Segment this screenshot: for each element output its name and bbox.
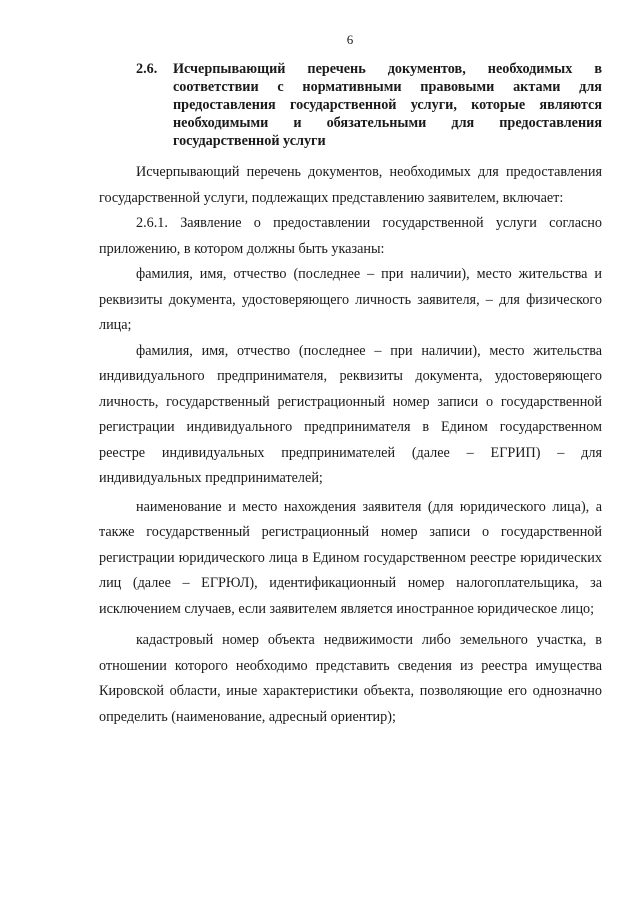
paragraph-individual: фамилия, имя, отчество (последнее – при наличии), место жительства и реквизиты документа, удостоверяющего личность заявителя, – для физического лица; <box>99 266 602 333</box>
section-number: 2.6. <box>136 61 158 77</box>
paragraph-cadastral: кадастровый номер объекта недвижимости либо земельного участка, в отношении которого необходимо представить сведения из реестра имущества Кировской области, иные характеристики объекта, позволяющие его однозначно определить (наименование, адресный ориентир); <box>99 632 602 725</box>
paragraph-legal-entity: наименование и место нахождения заявителя (для юридического лица), а также государственный регистрационный номер записи о государственной регистрации юридического лица в Едином государственном реестре юридических лиц (далее – ЕГРЮЛ), идентификационный номер налогоплательщика, за исключением случаев, если заявителем является иностранное юридическое лицо; <box>99 498 602 617</box>
page-number: 6 <box>346 32 354 47</box>
paragraph-application: 2.6.1. Заявление о предоставлении государственной услуги согласно приложению, в котором должны быть указаны: <box>99 215 602 257</box>
paragraph-documents-list: Исчерпывающий перечень документов, необходимых для предоставления государственной услуги, подлежащих представлению заявителем, включает: <box>99 164 602 206</box>
section-title: Исчерпывающий перечень документов, необходимых в соответствии с нормативными правовыми актами для предоставления государственной услуги, которые являются необходимыми и обязательными для предоставления государственной услуги <box>173 61 602 149</box>
section-heading <box>136 60 602 150</box>
paragraph-entrepreneur: фамилия, имя, отчество (последнее – при наличии), место жительства индивидуального предпринимателя, реквизиты документа, удостоверяющего личность, государственный регистрационный номер записи о государственной регистрации индивидуального предпринимателя в Едином государственном реестре индивидуальных предпринимателей (далее – ЕГРИП) – для индивидуальных предпринимателей; <box>99 342 602 486</box>
document-body <box>99 160 602 730</box>
